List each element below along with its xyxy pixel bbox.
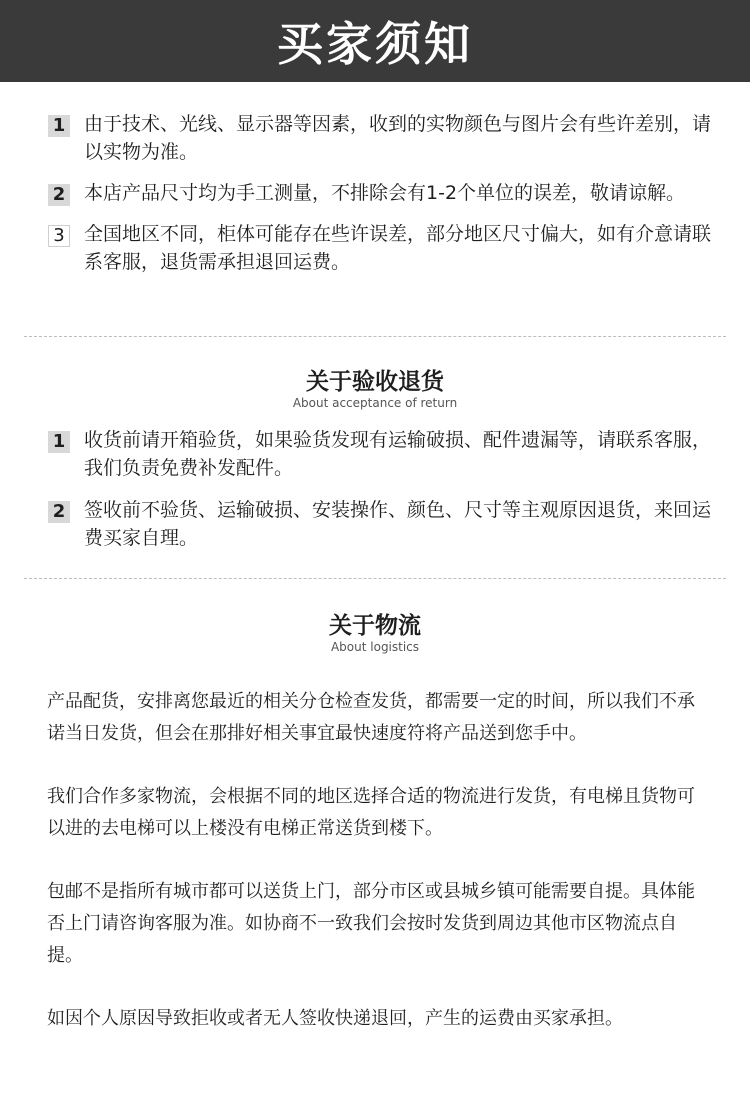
acceptance-item: [48, 496, 718, 552]
number-badge: 1: [48, 431, 70, 453]
number-badge: 3: [48, 225, 70, 247]
acceptance-list: [48, 426, 718, 565]
logistics-paragraph: 包邮不是指所有城市都可以送货上门，部分市区或县城乡镇可能需要自提。具体能否上门请咨询客服为准。如协商不一致我们会按时发货到周边其他市区物流点自提。: [47, 881, 695, 966]
section-subtitle-acceptance: About acceptance of return: [292, 396, 458, 410]
number-badge: 2: [48, 501, 70, 523]
logistics-paragraphs: [47, 686, 712, 1066]
number-badge: 2: [48, 184, 70, 206]
notice-text: 全国地区不同，柜体可能存在些许误差，部分地区尺寸偏大，如有介意请联系客服，退货需承担退回运费。: [84, 223, 712, 273]
notice-item: [48, 110, 718, 166]
notice-list: [48, 110, 718, 289]
section-title-logistics: 关于物流: [329, 613, 421, 639]
section-subtitle-logistics: About logistics: [330, 640, 420, 654]
logistics-paragraph: 如因个人原因导致拒收或者无人签收快递退回，产生的运费由买家承担。: [47, 1008, 623, 1029]
section-title-acceptance: 关于验收退货: [306, 369, 444, 395]
logistics-paragraph: 我们合作多家物流，会根据不同的地区选择合适的物流进行发货，有电梯且货物可以进的去电梯可以上楼没有电梯正常送货到楼下。: [47, 786, 695, 839]
notice-item: [48, 220, 718, 276]
header-banner: [0, 0, 750, 82]
section-divider: [24, 336, 726, 337]
notice-text: 由于技术、光线、显示器等因素，收到的实物颜色与图片会有些许差别，请以实物为准。: [84, 113, 712, 163]
page-title: 买家须知: [277, 17, 473, 71]
acceptance-text: 收货前请开箱验货，如果验货发现有运输破损、配件遗漏等，请联系客服，我们负责免费补发配件。: [84, 429, 712, 479]
acceptance-item: [48, 426, 718, 482]
logistics-paragraph: 产品配货，安排离您最近的相关分仓检查发货，都需要一定的时间，所以我们不承诺当日发货，但会在那排好相关事宜最快速度符将产品送到您手中。: [47, 691, 695, 744]
number-badge: 1: [48, 115, 70, 137]
notice-item: [48, 179, 718, 207]
notice-text: 本店产品尺寸均为手工测量，不排除会有1-2个单位的误差，敬请谅解。: [84, 182, 686, 204]
acceptance-text: 签收前不验货、运输破损、安装操作、颜色、尺寸等主观原因退货，来回运费买家自理。: [84, 499, 712, 549]
section-divider: [24, 578, 726, 579]
